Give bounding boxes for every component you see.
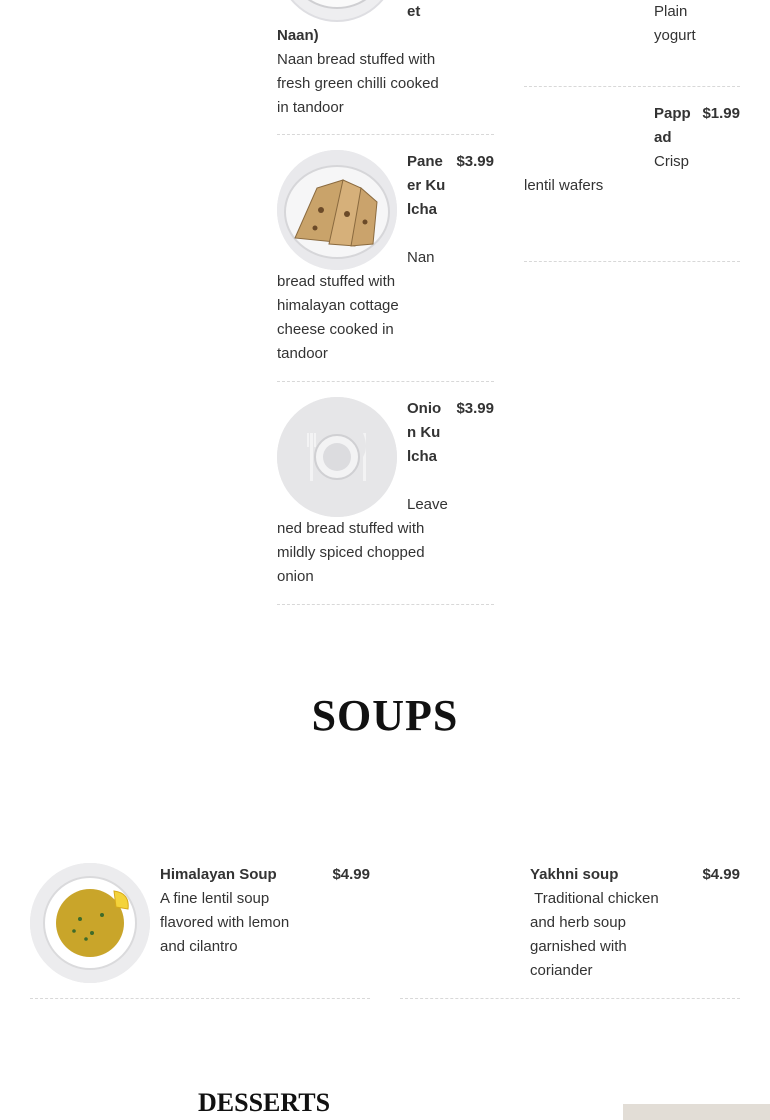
paneer-kulcha-description-inline: Nan [407,249,435,266]
menu-item-chilli-naan [277,0,494,135]
chilli-naan-description: Naan bread stuffed with fresh green chilli cooked in tandoor [277,51,439,116]
onion-kulcha-description: ned bread stuffed with mildly spiced chopped onion [277,520,425,585]
plate-placeholder-icon [277,397,397,517]
desserts-section-title: DESSERTS [198,1088,331,1117]
dessert-photo [623,1104,770,1120]
paneer-kulcha-name: Paneer Kulcha [407,153,446,218]
paneer-kulcha-photo [277,150,397,270]
menu-item-himalayan-soup [30,863,370,999]
chilli-naan-name-tail: et [407,3,421,20]
raita-description: Plain yogurt [654,3,696,44]
himalayan-soup-description: A fine lentil soup flavored with lemon and cilantro [160,890,290,955]
menu-item-pappad [524,102,740,262]
menu-item-raita [524,0,740,87]
yakhni-soup-price: $4.99 [702,866,740,883]
chilli-naan-photo [277,0,397,22]
chilli-naan-name-line: Naan) [277,27,319,44]
menu-item-paneer-kulcha [277,150,494,382]
soups-section-title: SOUPS [311,691,459,740]
pappad-description: Crisp lentil wafers [524,153,690,194]
yakhni-soup-description: Traditional chicken and herb soup garnished with coriander [530,890,663,979]
onion-kulcha-price: $3.99 [456,400,494,417]
menu-item-yakhni-soup [400,863,740,999]
paneer-kulcha-price: $3.99 [456,153,494,170]
menu-item-onion-kulcha [277,397,494,605]
pappad-name: Pappad [654,105,691,146]
yakhni-soup-name: Yakhni soup [530,866,619,883]
onion-kulcha-description-inline: Leave [407,496,448,513]
himalayan-soup-price: $4.99 [332,866,370,883]
paneer-kulcha-description: bread stuffed with himalayan cottage cheese cooked in tandoor [277,273,399,362]
himalayan-soup-photo [30,863,150,983]
onion-kulcha-name: Onion Kulcha [407,400,442,465]
himalayan-soup-name: Himalayan Soup [160,866,277,883]
pappad-price: $1.99 [702,105,740,122]
